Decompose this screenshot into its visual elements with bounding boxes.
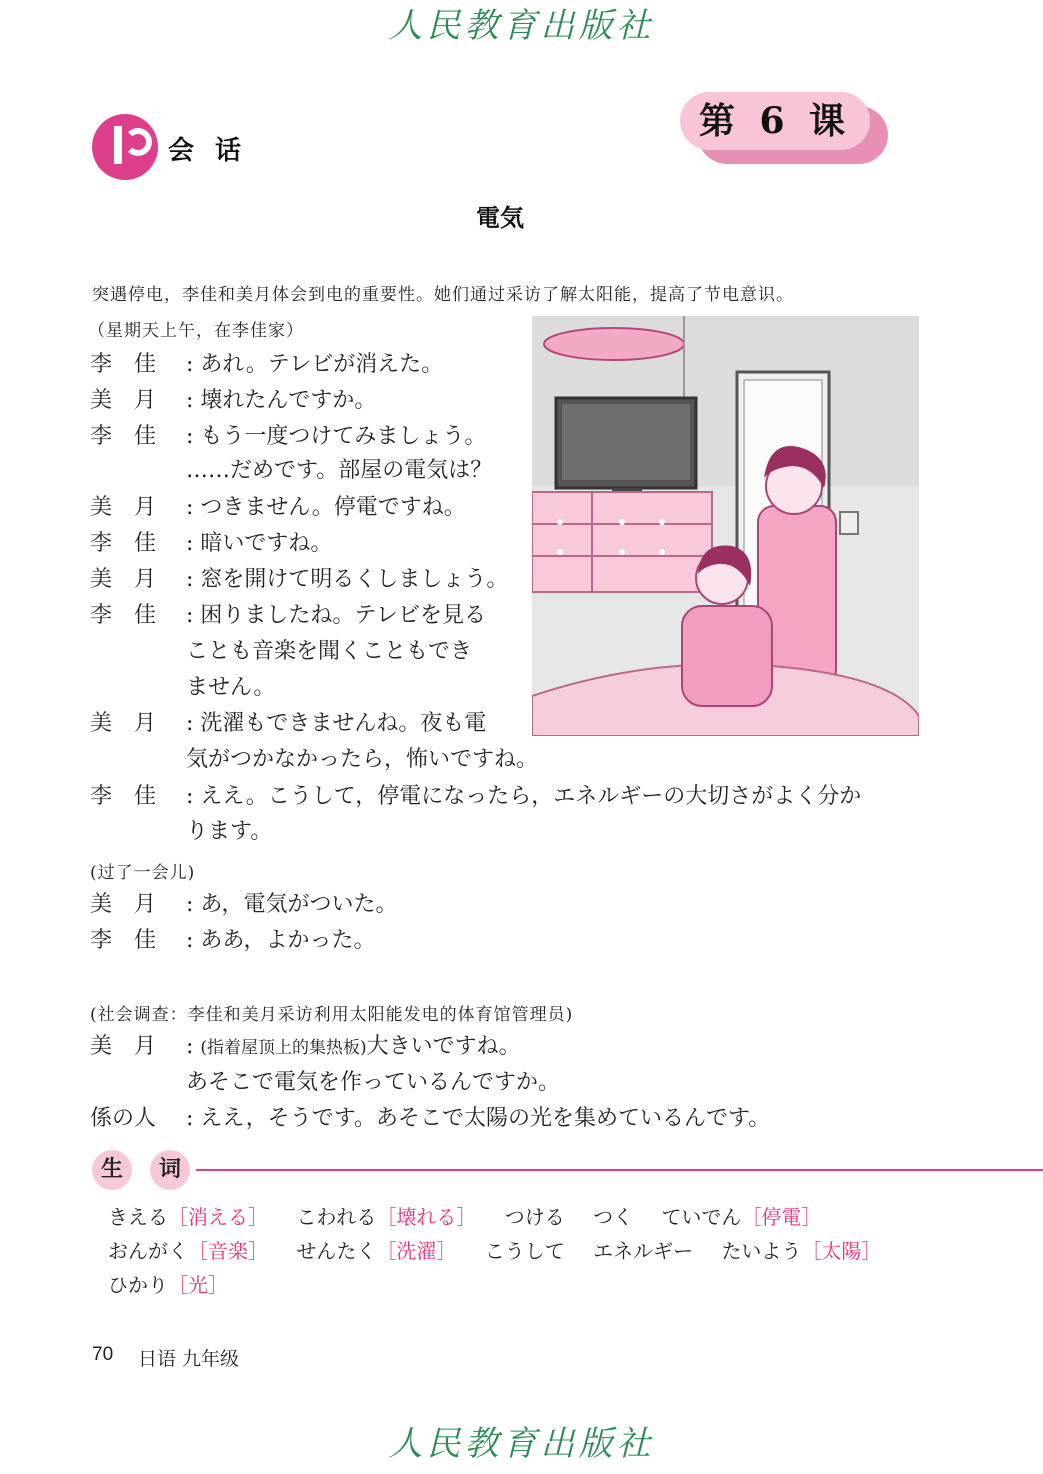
vocab-item: つく [593, 1205, 634, 1229]
dialogue-line: 李 佳 : もう一度つけてみましょう。 [90, 424, 487, 449]
scene-note-2: (过了一会儿) [90, 863, 196, 883]
section-title: 会 话 [168, 136, 248, 166]
power-outage-illustration [532, 316, 919, 736]
dialogue-line-continued: ……だめです。部屋の電気は？ [186, 458, 493, 483]
book-title: 日语 九年级 [138, 1348, 240, 1370]
dialogue-line: 李 佳 : ああ，よかった。 [90, 928, 376, 953]
dialogue-line-continued: あそこで電気を作っているんですか。 [186, 1070, 561, 1095]
stage-direction: (指着屋顶上的集热板) [200, 1038, 367, 1058]
dialogue-line: 美 月 : (指着屋顶上的集热板)大きいですね。 [90, 1034, 521, 1059]
vocab-item: せんたく［洗濯］ [296, 1239, 457, 1263]
vocab-label-char: 词 [150, 1150, 190, 1190]
dialogue-line: 李 佳 : 困りましたね。テレビを見る [90, 603, 486, 628]
lesson-badge: 第 6 课 [680, 92, 870, 150]
dialogue-line: 李 佳 : ええ。こうして，停電になったら，エネルギーの大切さがよく分か [90, 784, 862, 809]
vocab-item: たいよう［太陽］ [721, 1239, 882, 1263]
dialogue-line: 美 月 : 洗濯もできませんね。夜も電 [90, 711, 487, 736]
dialogue-line-continued: ります。 [186, 819, 273, 844]
scene-note-3: (社会调查：李佳和美月采访利用太阳能发电的体育馆管理员) [90, 1005, 574, 1025]
vocab-item: こわれる［壊れる］ [296, 1205, 477, 1229]
vocab-item: おんがく［音楽］ [108, 1239, 268, 1263]
vocab-item: エネルギー [593, 1239, 694, 1263]
dialogue-line-continued: ことも音楽を聞くこともでき [186, 639, 473, 664]
vocab-item: つける [504, 1205, 565, 1229]
vocab-item: ていでん［停電］ [661, 1205, 822, 1229]
intro-text: 突遇停电，李佳和美月体会到电的重要性。她们通过采访了解太阳能，提高了节电意识。 [92, 285, 794, 305]
publisher-header: 人民教育出版社 [388, 6, 655, 46]
vocab-label-char: 生 [92, 1150, 132, 1190]
vocab-item: きえる［消える］ [108, 1205, 268, 1229]
conversation-icon [92, 114, 158, 180]
dialogue-line-continued: 気がつかなかったら，怖いですね。 [186, 747, 539, 772]
vocab-item: こうして [484, 1239, 565, 1263]
dialogue-line: 美 月 : 壊れたんですか。 [90, 388, 377, 413]
dialogue-line: 係の人 : ええ，そうです。あそこで太陽の光を集めているんです。 [90, 1106, 771, 1131]
dialogue-line: 美 月 : あ，電気がついた。 [90, 892, 398, 917]
dialogue-line: 美 月 : つきません。停電ですね。 [90, 495, 466, 520]
publisher-footer: 人民教育出版社 [388, 1424, 655, 1464]
page-title: 電気 [476, 204, 524, 232]
dialogue-line-continued: ません。 [186, 675, 276, 700]
dialogue-line: 美 月 : 窓を開けて明るくしましょう。 [90, 567, 509, 592]
scene-note-1: （星期天上午，在李佳家） [88, 321, 304, 341]
dialogue-line: 李 佳 : 暗いですね。 [90, 531, 333, 556]
page-number: 70 [92, 1344, 114, 1365]
vocab-row [108, 1236, 903, 1266]
vocab-item: ひかり［光］ [108, 1273, 228, 1297]
vocab-row [108, 1270, 250, 1300]
vocabulary-header [92, 1150, 1043, 1190]
dialogue-line: 李 佳 : あれ。テレビが消えた。 [90, 352, 444, 377]
vocab-divider [196, 1169, 1043, 1171]
vocab-row [108, 1202, 843, 1232]
